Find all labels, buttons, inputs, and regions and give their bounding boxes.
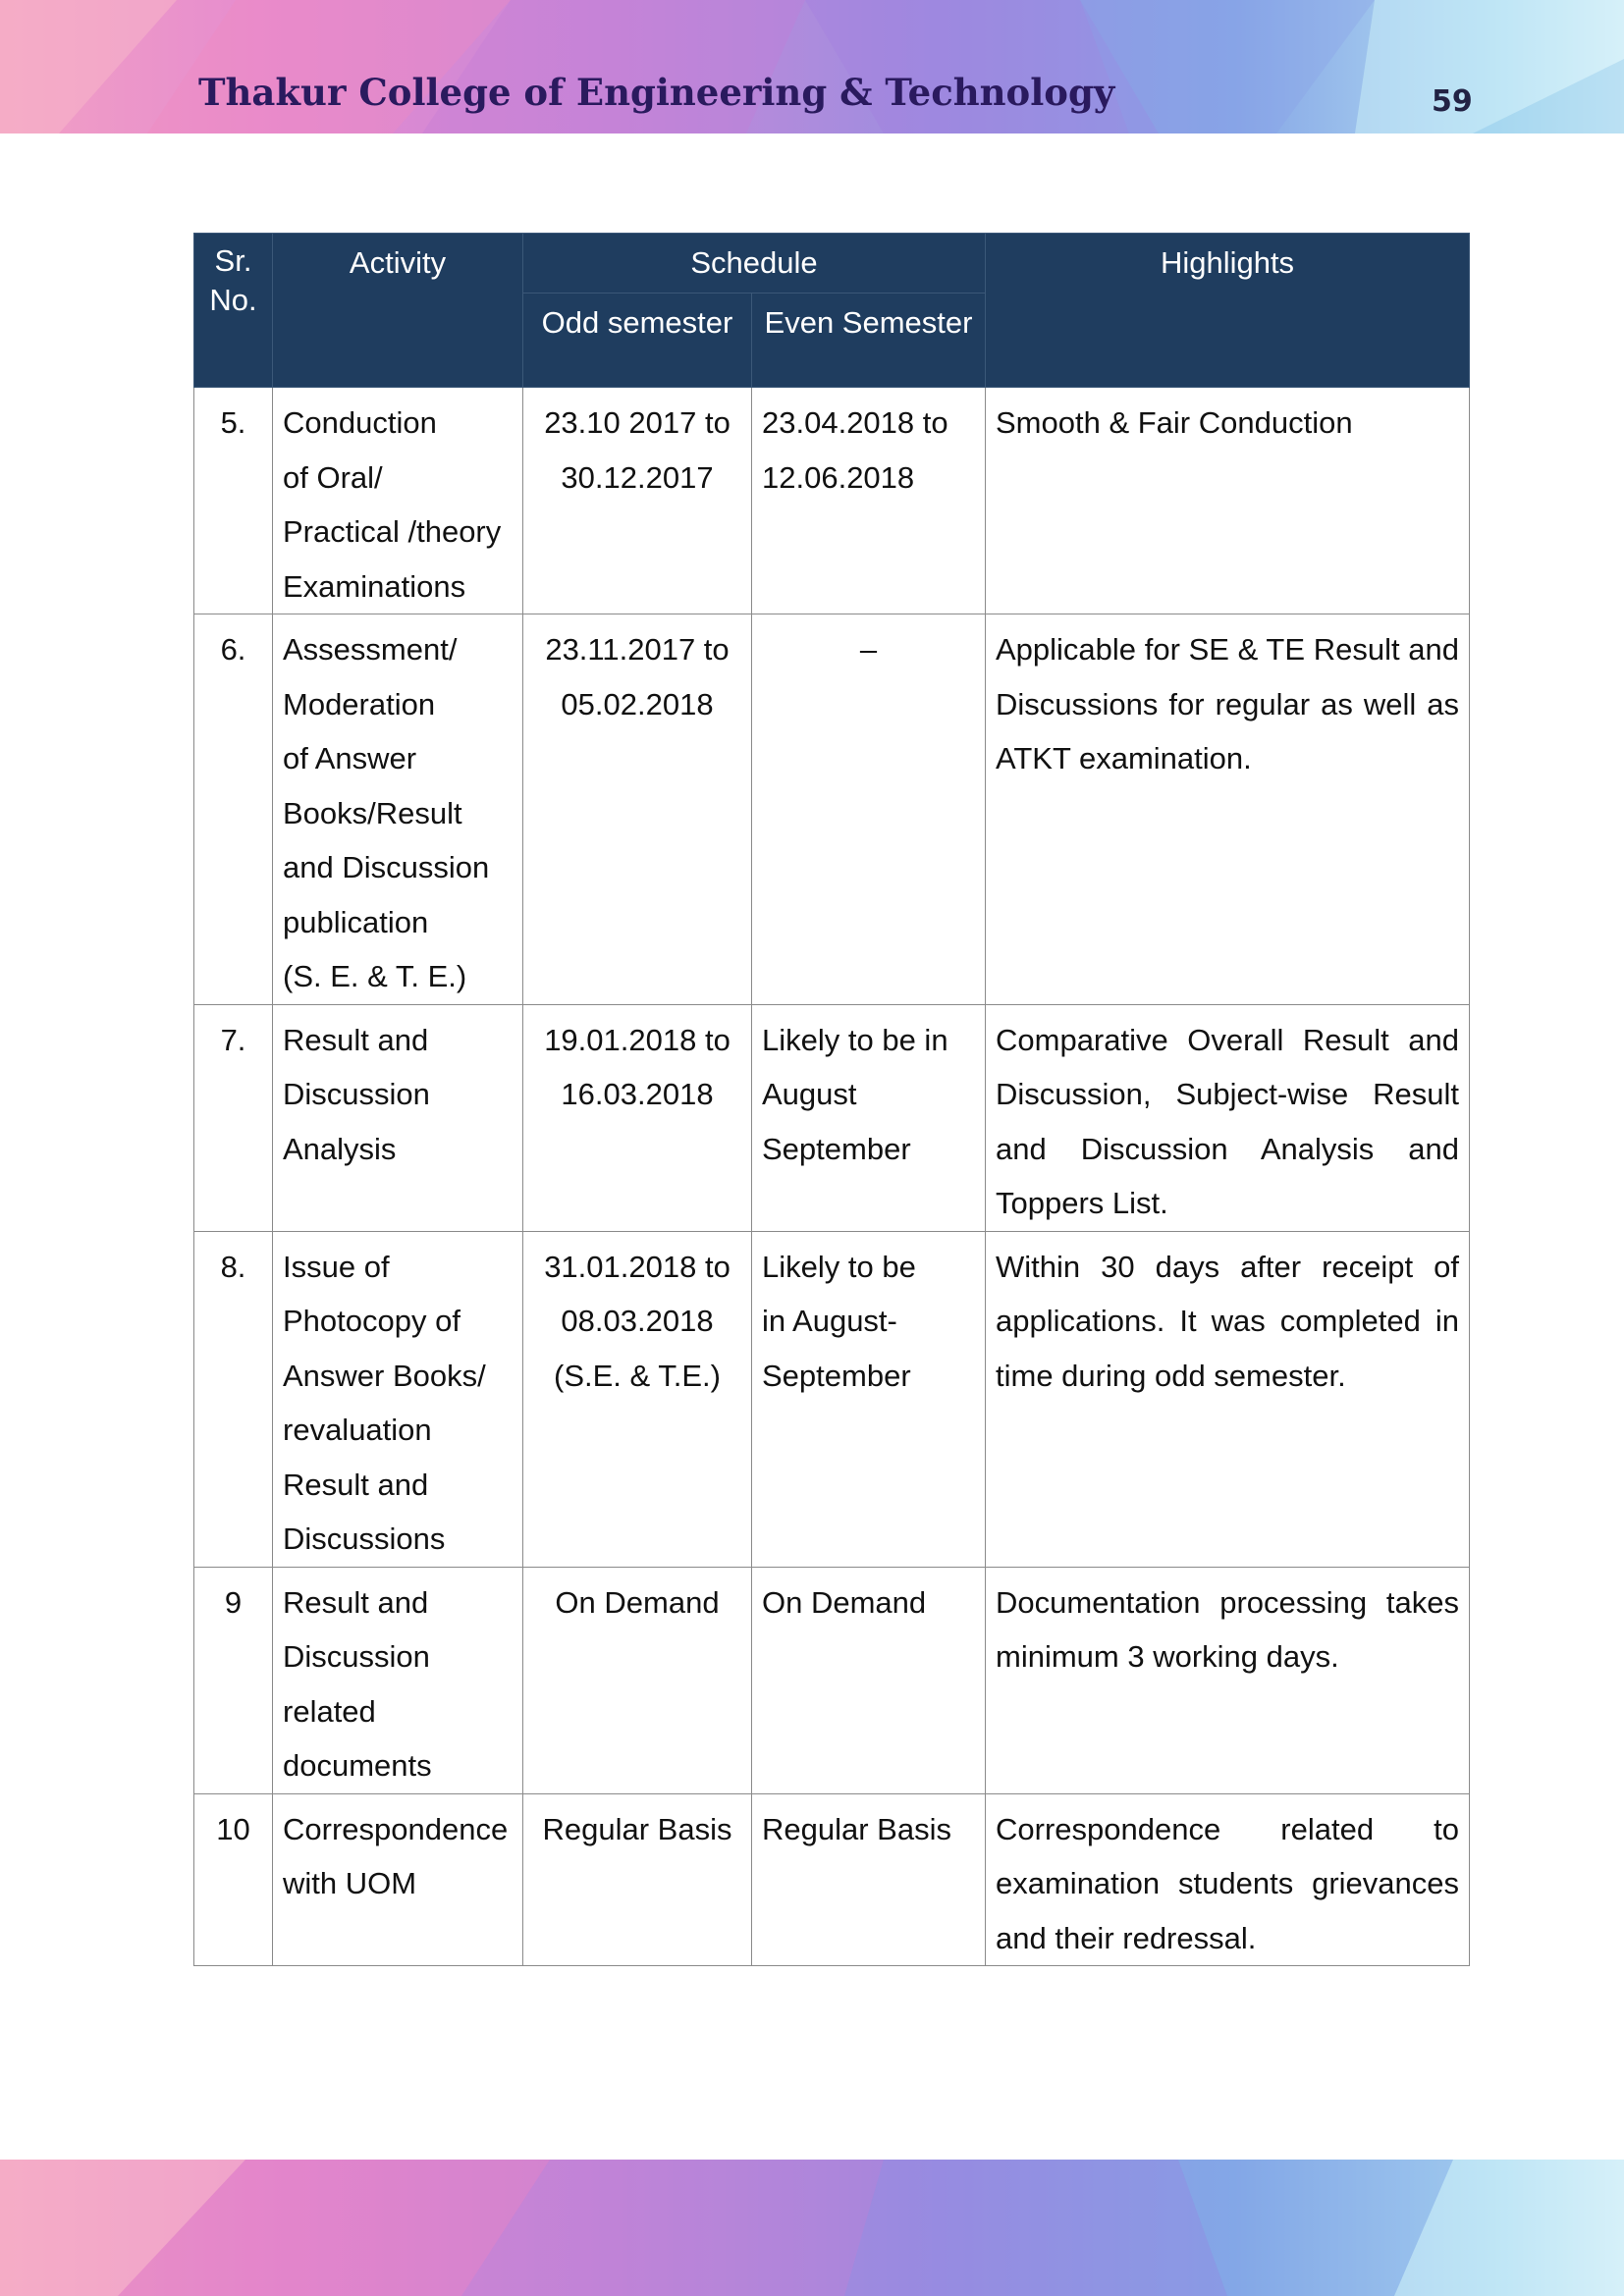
even-semester-cell xyxy=(752,1231,986,1567)
odd-semester-line: 16.03.2018 xyxy=(561,1077,714,1111)
sr-number-cell: 8. xyxy=(194,1231,273,1567)
sr-number-cell: 6. xyxy=(194,614,273,1005)
even-semester-cell xyxy=(752,1004,986,1231)
sr-number-cell: 9 xyxy=(194,1567,273,1793)
footer-banner-shapes xyxy=(0,2160,1624,2296)
even-semester-line: 23.04.2018 to xyxy=(762,405,948,440)
activity-cell xyxy=(273,1567,523,1793)
schedule-table xyxy=(193,233,1470,1966)
odd-semester-line: 05.02.2018 xyxy=(561,686,714,721)
header-banner xyxy=(0,0,1624,133)
highlights-cell: Within 30 days after receipt of applications. It was completed in time during odd semester. xyxy=(986,1231,1470,1567)
activity-line: of Answer xyxy=(283,741,417,775)
table-row xyxy=(194,614,1470,1005)
activity-line: Discussion xyxy=(283,1639,430,1674)
activity-cell xyxy=(273,1004,523,1231)
activity-line: Discussions xyxy=(283,1522,446,1556)
page-number: 59 xyxy=(1432,84,1473,119)
odd-semester-line: 19.01.2018 to xyxy=(544,1022,731,1057)
header-schedule: Schedule xyxy=(523,234,986,294)
header-highlights: Highlights xyxy=(986,234,1470,388)
highlights-cell: Applicable for SE & TE Result and Discussions for regular as well as ATKT examination. xyxy=(986,614,1470,1005)
activity-line: documents xyxy=(283,1748,432,1783)
table-row xyxy=(194,388,1470,614)
footer-banner xyxy=(0,2160,1624,2296)
even-semester-line: 12.06.2018 xyxy=(762,459,915,495)
activity-line: Result and xyxy=(283,1467,429,1502)
activity-line: Issue of xyxy=(283,1249,390,1284)
header-activity: Activity xyxy=(273,234,523,388)
activity-line: Conduction xyxy=(283,405,437,440)
table-body xyxy=(194,388,1470,1966)
odd-semester-line: (S.E. & T.E.) xyxy=(554,1358,721,1393)
table-header xyxy=(194,234,1470,388)
activity-line: Books/Result xyxy=(283,795,462,830)
table-row xyxy=(194,1004,1470,1231)
activity-line: of Oral/ xyxy=(283,459,383,495)
odd-semester-cell xyxy=(523,388,752,614)
even-semester-cell xyxy=(752,614,986,1005)
header-sr-no: Sr. No. xyxy=(194,234,273,388)
sr-number-cell: 7. xyxy=(194,1004,273,1231)
odd-semester-cell xyxy=(523,1004,752,1231)
even-semester-line: Likely to be in xyxy=(762,1022,948,1057)
odd-semester-cell xyxy=(523,1793,752,1966)
activity-line: Result and xyxy=(283,1022,429,1057)
sr-number-cell: 5. xyxy=(194,388,273,614)
activity-line: publication xyxy=(283,904,429,939)
table-row xyxy=(194,1231,1470,1567)
activity-line: Assessment/ xyxy=(283,632,458,667)
even-semester-line: September xyxy=(762,1131,911,1166)
activity-cell xyxy=(273,388,523,614)
activity-line: with UOM xyxy=(283,1866,417,1900)
odd-semester-line: 31.01.2018 to xyxy=(544,1249,731,1284)
activity-line: Analysis xyxy=(283,1131,397,1166)
even-semester-cell xyxy=(752,1567,986,1793)
activity-cell xyxy=(273,614,523,1005)
table-row xyxy=(194,1793,1470,1966)
even-semester-line: – xyxy=(859,632,878,667)
header-even-semester: Even Semester xyxy=(752,294,986,388)
odd-semester-line: 08.03.2018 xyxy=(561,1304,714,1338)
activity-line: revaluation xyxy=(283,1413,432,1447)
activity-line: (S. E. & T. E.) xyxy=(283,959,467,993)
activity-line: Photocopy of xyxy=(283,1304,460,1338)
activity-line: related xyxy=(283,1693,376,1729)
even-semester-line: August xyxy=(762,1077,857,1111)
activity-line: Correspondence xyxy=(283,1811,509,1846)
activity-line: Practical /theory xyxy=(283,514,502,549)
odd-semester-line: 23.11.2017 to xyxy=(545,632,730,667)
activity-cell xyxy=(273,1793,523,1966)
highlights-cell: Documentation processing takes minimum 3 working days. xyxy=(986,1567,1470,1793)
activity-line: Result and xyxy=(283,1584,429,1620)
college-name: Thakur College of Engineering & Technology xyxy=(198,71,1115,114)
activity-line: Discussion xyxy=(283,1077,430,1111)
odd-semester-cell xyxy=(523,1231,752,1567)
activity-line: and Discussion xyxy=(283,850,490,884)
odd-semester-line: On Demand xyxy=(555,1584,720,1620)
highlights-cell: Correspondence related to examination students grievances and their redressal. xyxy=(986,1793,1470,1966)
highlights-cell: Comparative Overall Result and Discussion, Subject-wise Result and Discussion Analysis and Toppers List. xyxy=(986,1004,1470,1231)
odd-semester-line: Regular Basis xyxy=(542,1811,732,1846)
activity-line: Answer Books/ xyxy=(283,1358,486,1393)
even-semester-line: in August- xyxy=(762,1304,897,1338)
even-semester-line: September xyxy=(762,1358,911,1393)
table-row xyxy=(194,1567,1470,1793)
even-semester-line: Regular Basis xyxy=(762,1811,951,1846)
odd-semester-line: 30.12.2017 xyxy=(561,459,714,495)
header-odd-semester: Odd semester xyxy=(523,294,752,388)
sr-number-cell: 10 xyxy=(194,1793,273,1966)
activity-line: Examinations xyxy=(283,568,466,604)
even-semester-line: On Demand xyxy=(762,1584,927,1620)
activity-line: Moderation xyxy=(283,686,436,721)
odd-semester-cell xyxy=(523,614,752,1005)
odd-semester-line: 23.10 2017 to xyxy=(544,405,731,440)
odd-semester-cell xyxy=(523,1567,752,1793)
even-semester-cell xyxy=(752,388,986,614)
activity-cell xyxy=(273,1231,523,1567)
even-semester-cell xyxy=(752,1793,986,1966)
even-semester-line: Likely to be xyxy=(762,1249,916,1284)
highlights-cell: Smooth & Fair Conduction xyxy=(986,388,1470,614)
